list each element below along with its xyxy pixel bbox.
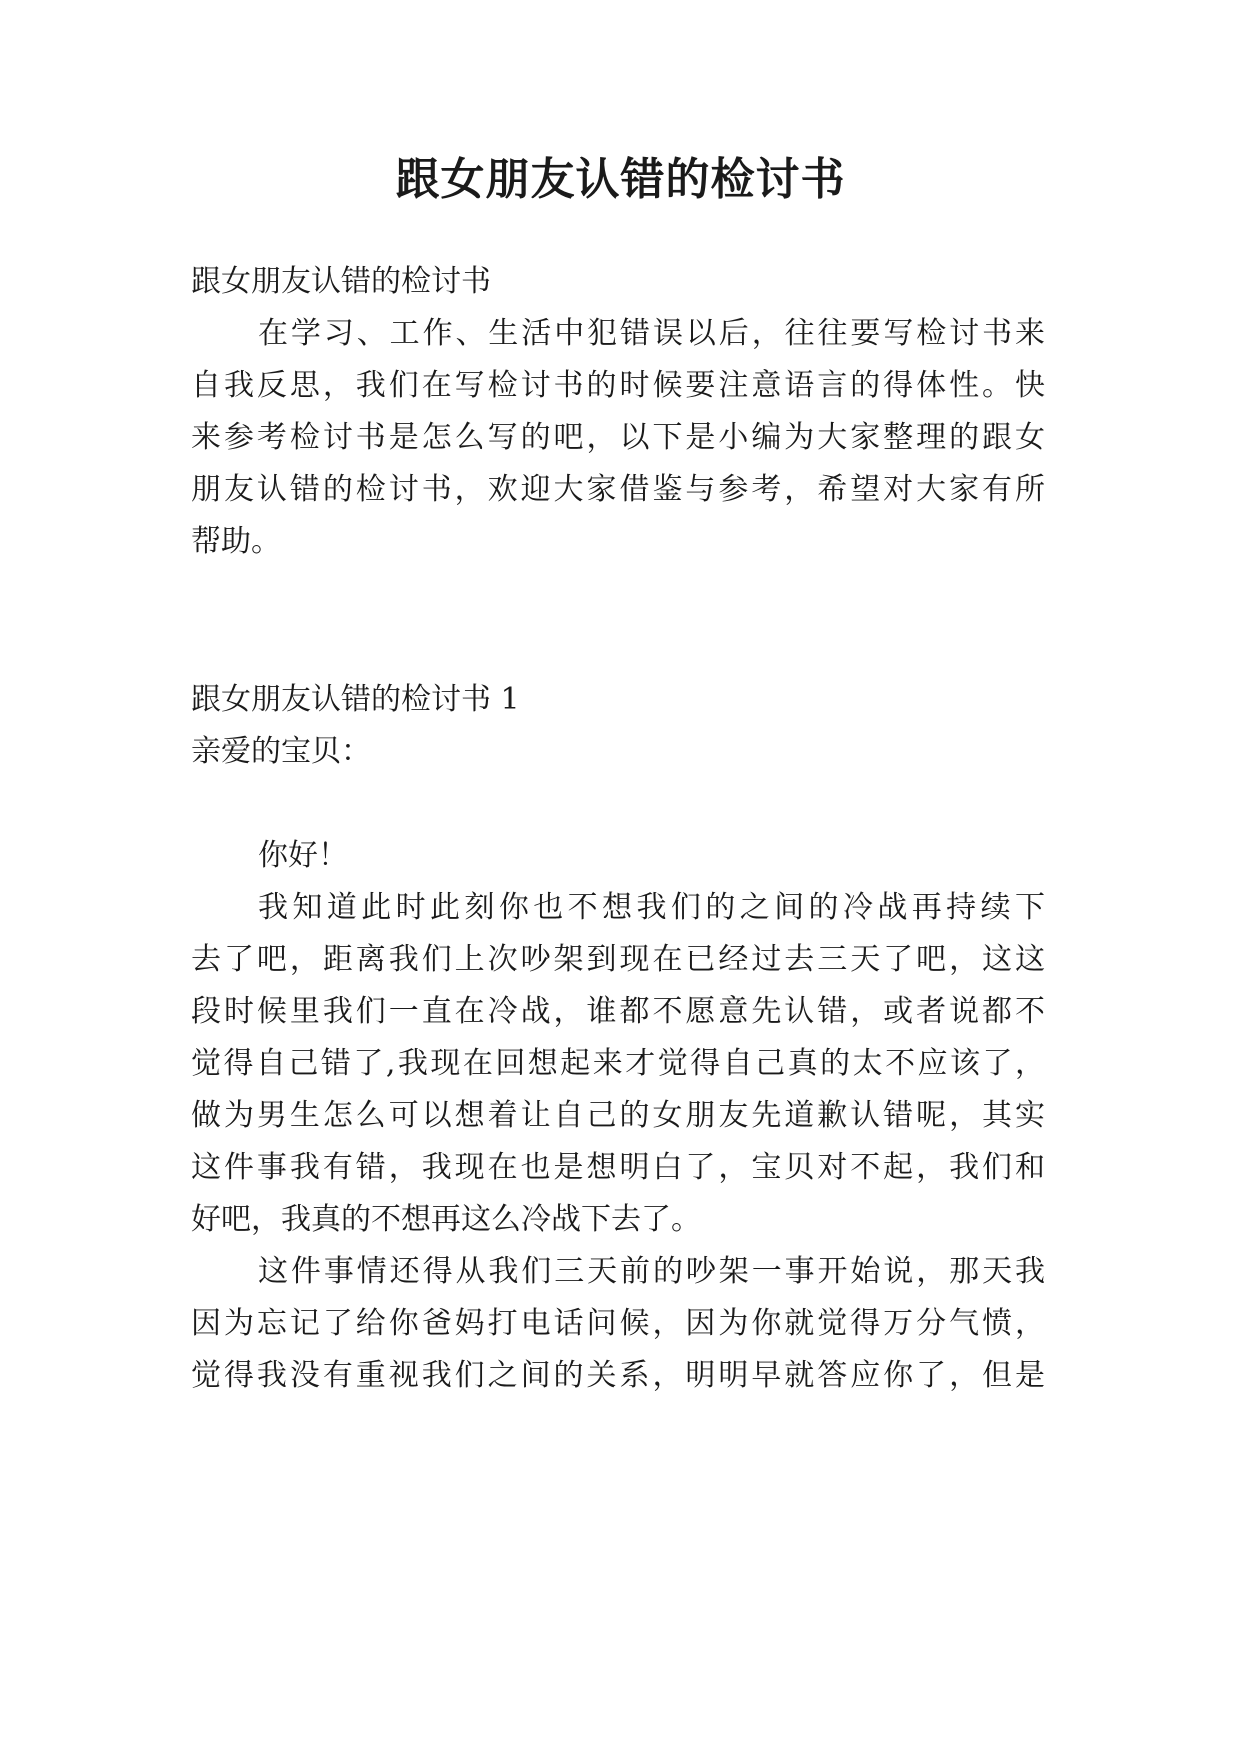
paragraph-line: 去了吧，距离我们上次吵架到现在已经过去三天了吧，这这 bbox=[191, 942, 1045, 977]
subtitle: 跟女朋友认错的检讨书 bbox=[191, 264, 491, 299]
paragraph-line: 因为忘记了给你爸妈打电话问候，因为你就觉得万分气愤， bbox=[191, 1306, 1045, 1341]
paragraph-line: 好吧，我真的不想再这么冷战下去了。 bbox=[191, 1202, 701, 1237]
intro-line: 来参考检讨书是怎么写的吧，以下是小编为大家整理的跟女 bbox=[191, 420, 1045, 455]
document-title: 跟女朋友认错的检讨书 bbox=[395, 154, 846, 205]
intro-line: 朋友认错的检讨书，欢迎大家借鉴与参考，希望对大家有所 bbox=[191, 472, 1045, 507]
paragraph-line: 我知道此时此刻你也不想我们的之间的冷战再持续下 bbox=[258, 890, 1045, 925]
paragraph-line: 觉得自己错了,我现在回想起来才觉得自己真的太不应该了， bbox=[191, 1046, 1045, 1081]
paragraph-line: 觉得我没有重视我们之间的关系，明明早就答应你了，但是 bbox=[191, 1358, 1045, 1393]
paragraph-line: 这件事情还得从我们三天前的吵架一事开始说，那天我 bbox=[258, 1254, 1045, 1289]
section-heading: 跟女朋友认错的检讨书 1 bbox=[191, 682, 520, 717]
salutation: 亲爱的宝贝： bbox=[191, 734, 371, 769]
greeting: 你好！ bbox=[258, 838, 348, 873]
paragraph-line: 这件事我有错，我现在也是想明白了，宝贝对不起，我们和 bbox=[191, 1150, 1045, 1185]
intro-line: 帮助。 bbox=[191, 524, 281, 559]
paragraph-line: 段时候里我们一直在冷战，谁都不愿意先认错，或者说都不 bbox=[191, 994, 1045, 1029]
intro-line: 自我反思，我们在写检讨书的时候要注意语言的得体性。快 bbox=[191, 368, 1045, 403]
intro-line: 在学习、工作、生活中犯错误以后，往往要写检讨书来 bbox=[258, 316, 1045, 351]
paragraph-line: 做为男生怎么可以想着让自己的女朋友先道歉认错呢，其实 bbox=[191, 1098, 1045, 1133]
